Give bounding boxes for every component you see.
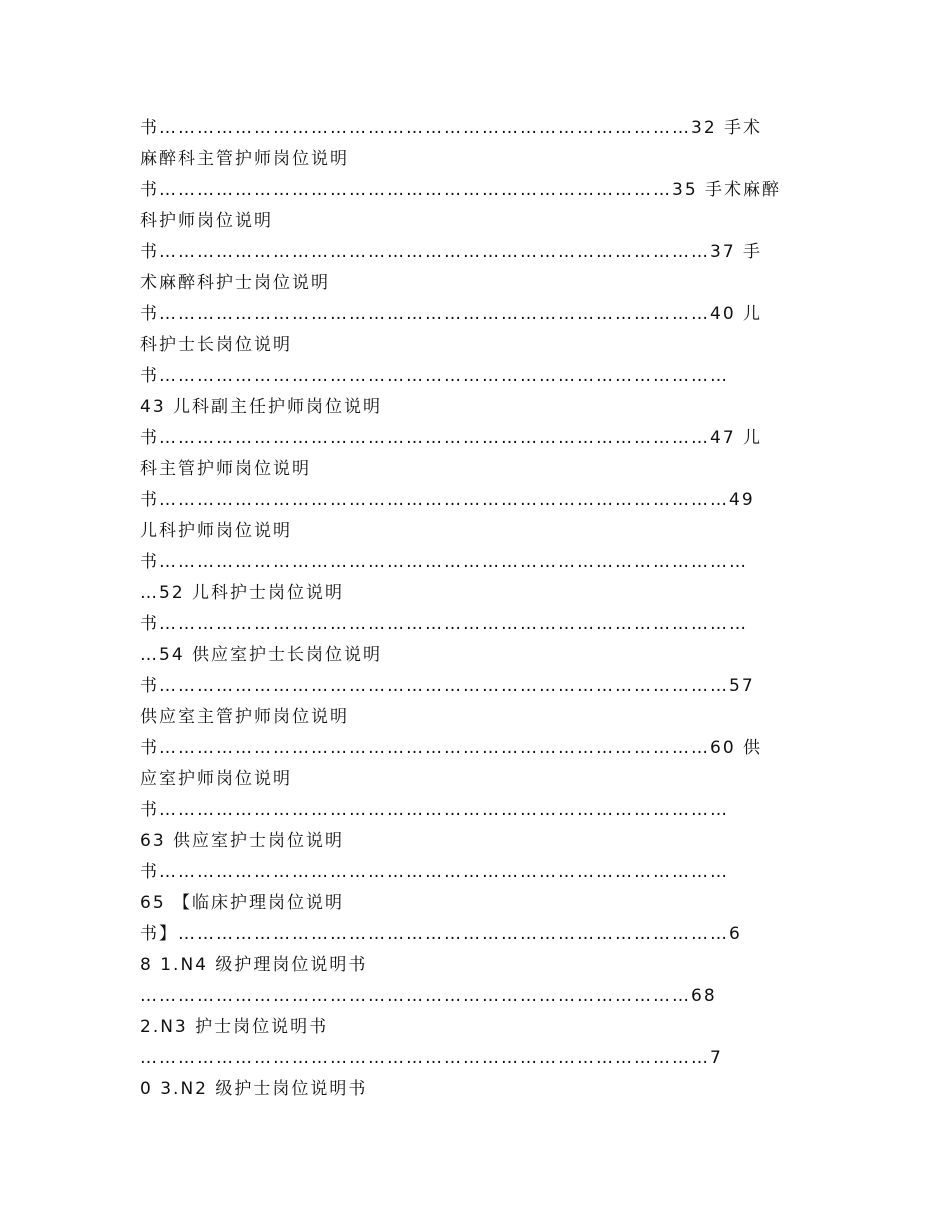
toc-line: 书……………………………………………………………………………47 儿: [140, 428, 763, 448]
toc-line: ……………………………………………………………………………68: [140, 986, 717, 1006]
toc-line: 2.N3 护士岗位说明书: [140, 1017, 329, 1037]
table-of-contents: [140, 113, 812, 1105]
toc-line: ………………………………………………………………………………7: [140, 1048, 723, 1068]
toc-line: 书……………………………………………………………………………60 供: [140, 738, 763, 758]
toc-line: 书………………………………………………………………………………49: [140, 490, 755, 510]
toc-line: 应室护师岗位说明: [140, 769, 292, 789]
toc-line: …52 儿科护士岗位说明: [140, 583, 345, 603]
toc-line: 书………………………………………………………………………………: [140, 862, 729, 882]
toc-line: 书……………………………………………………………………………40 儿: [140, 304, 763, 324]
toc-line: 书…………………………………………………………………………32 手术: [140, 118, 763, 138]
toc-line: 科护士长岗位说明: [140, 335, 292, 355]
toc-line: 书】……………………………………………………………………………6: [140, 924, 742, 944]
toc-line: …54 供应室护士长岗位说明: [140, 645, 383, 665]
toc-line: 43 儿科副主任护师岗位说明: [140, 397, 383, 417]
toc-line: 8 1.N4 级护理岗位说明书: [140, 955, 368, 975]
toc-line: 0 3.N2 级护士岗位说明书: [140, 1079, 368, 1099]
toc-line: 科主管护师岗位说明: [140, 459, 311, 479]
toc-line: 供应室主管护师岗位说明: [140, 707, 349, 727]
toc-line: 科护师岗位说明: [140, 211, 273, 231]
toc-line: 书……………………………………………………………………………37 手: [140, 242, 763, 262]
toc-line: 书………………………………………………………………………………57: [140, 676, 755, 696]
toc-line: 麻醉科主管护师岗位说明: [140, 149, 349, 169]
toc-line: 术麻醉科护士岗位说明: [140, 273, 330, 293]
toc-line: 书…………………………………………………………………………………: [140, 552, 748, 572]
toc-line: 书………………………………………………………………………………: [140, 366, 729, 386]
toc-line: 书………………………………………………………………………35 手术麻醉: [140, 180, 782, 200]
toc-line: 65 【临床护理岗位说明: [140, 893, 345, 913]
toc-line: 书………………………………………………………………………………: [140, 800, 729, 820]
toc-line: 63 供应室护士岗位说明: [140, 831, 345, 851]
toc-line: 儿科护师岗位说明: [140, 521, 292, 541]
toc-line: 书…………………………………………………………………………………: [140, 614, 748, 634]
